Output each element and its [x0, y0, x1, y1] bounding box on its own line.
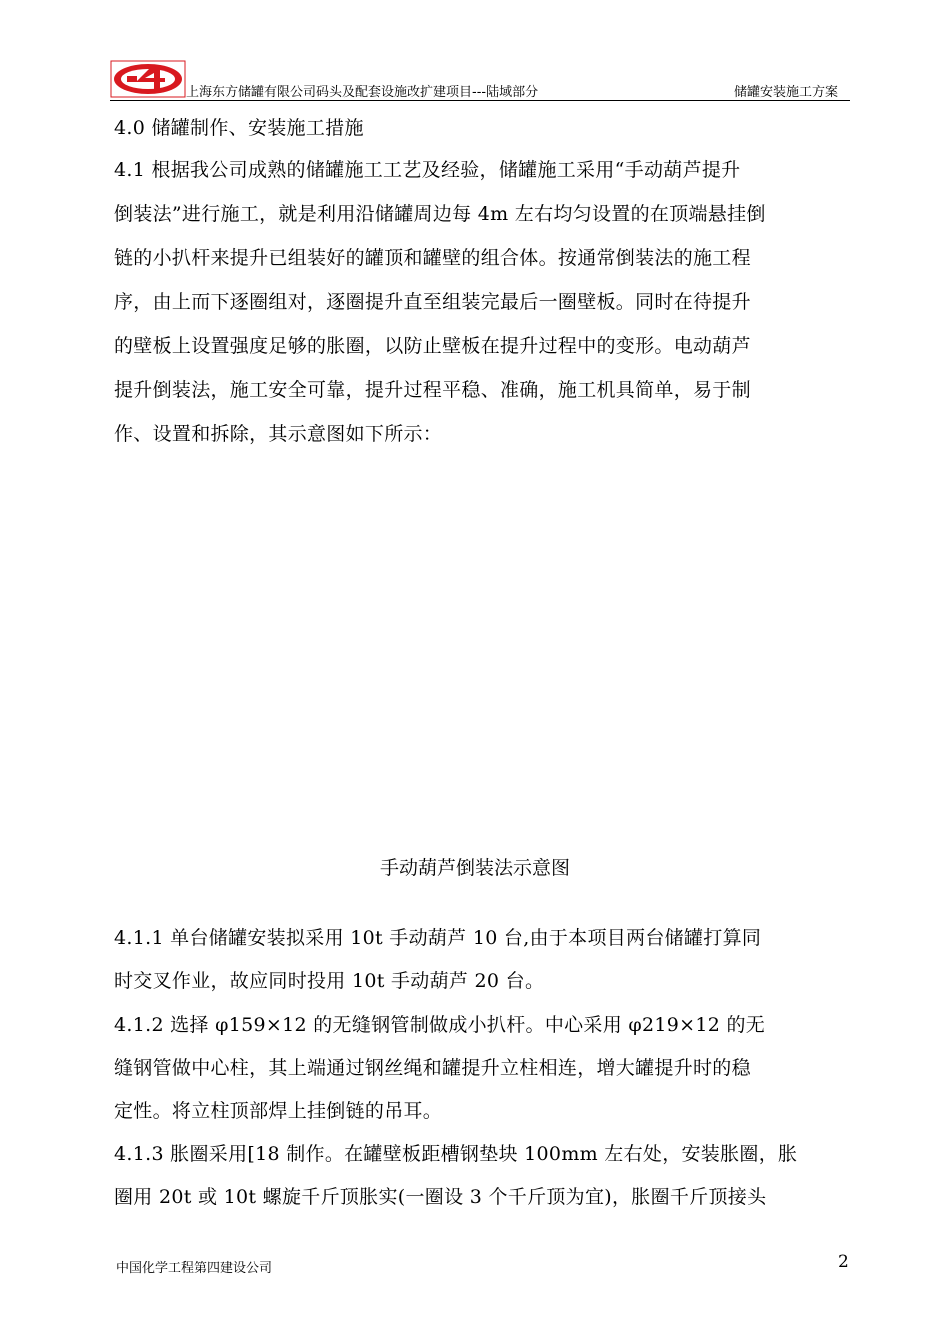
text-line: 倒装法”进行施工，就是利用沿储罐周边每 4m 左右均匀设置的在顶端悬挂倒	[114, 203, 766, 225]
text-line: 定性。将立柱顶部焊上挂倒链的吊耳。	[114, 1100, 443, 1122]
text-line: 4.1.2 选择 φ159×12 的无缝钢管制做成小扒杆。中心采用 φ219×12 的无	[114, 1014, 766, 1036]
text-line: 链的小扒杆来提升已组装好的罐顶和罐壁的组合体。按通常倒装法的施工程	[114, 247, 751, 269]
text-line: 序，由上而下逐圈组对，逐圈提升直至组装完最后一圈壁板。同时在待提升	[114, 291, 751, 313]
header-project-title: 上海东方储罐有限公司码头及配套设施改扩建项目---陆域部分	[186, 85, 539, 100]
header-document-title: 储罐安装施工方案	[733, 85, 838, 100]
text-line: 4.1.1 单台储罐安装拟采用 10t 手动葫芦 10 台,由于本项目两台储罐打算同	[114, 927, 762, 949]
text-line: 作、设置和拆除，其示意图如下所示：	[114, 423, 443, 445]
text-line: 的壁板上设置强度足够的胀圈，以防止壁板在提升过程中的变形。电动葫芦	[114, 335, 751, 357]
text-line: 缝钢管做中心柱，其上端通过钢丝绳和罐提升立柱相连，增大罐提升时的稳	[114, 1057, 751, 1079]
company-logo-icon	[110, 60, 186, 98]
heading-text: 4.0 储罐制作、安装施工措施	[114, 117, 364, 139]
footer-company: 中国化学工程第四建设公司	[116, 1261, 273, 1276]
text-line: 提升倒装法，施工安全可靠，提升过程平稳、准确，施工机具简单，易于制	[114, 379, 751, 401]
text-line: 4.1.3 胀圈采用[18 制作。在罐壁板距槽钢垫块 100mm 左右处，安装胀圈，胀	[114, 1143, 798, 1165]
text-line: 圈用 20t 或 10t 螺旋千斤顶胀实(一圈设 3 个千斤顶为宜)，胀圈千斤顶接头	[114, 1186, 767, 1208]
figure-caption: 手动葫芦倒装法示意图	[379, 857, 570, 879]
page-header	[110, 60, 850, 101]
text-line: 时交叉作业，故应同时投用 10t 手动葫芦 20 台。	[114, 970, 545, 992]
page-number: 2	[838, 1252, 849, 1272]
text-line: 4.1 根据我公司成熟的储罐施工工艺及经验，储罐施工采用“手动葫芦提升	[114, 159, 741, 181]
